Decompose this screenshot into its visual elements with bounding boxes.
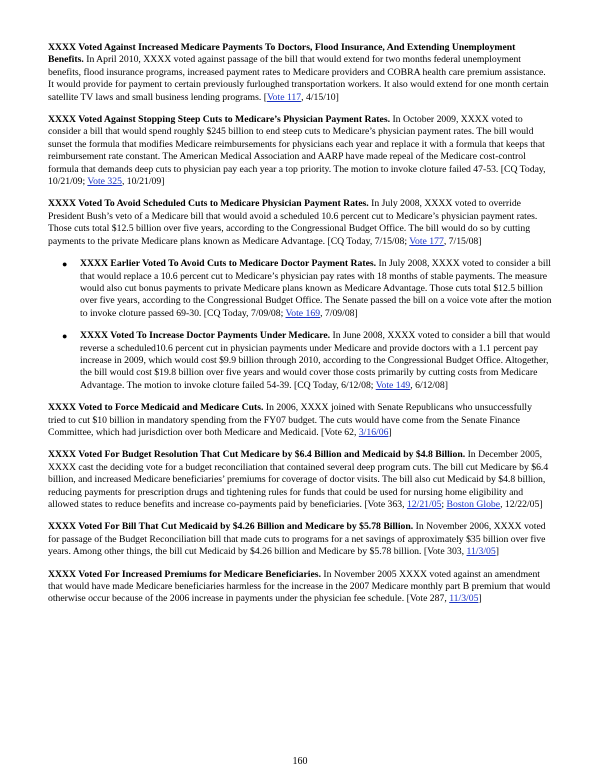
paragraph-physician-payment-2009 [48, 114, 552, 188]
vote-link[interactable]: Vote 169 [285, 307, 321, 319]
date-link[interactable]: 3/16/06 [358, 426, 389, 438]
bullet-icon: ● [62, 331, 68, 342]
bullet-item [48, 258, 552, 320]
paragraph-body: In April 2010, XXXX voted against passage of the bill that would extend for two months federal unemployment benefits, flood insurance programs, increased payment rates to Medicare providers and COBRA health care premium assistance. It would provide for payment to certain previously furloughed transportation workers. It also would extend for one month certain satellite TV laws and small business lending programs. [ [48, 54, 549, 103]
citation-tail: ] [388, 426, 392, 438]
paragraph-body: In November 2005 XXXX voted against an amendment that would have made Medicare beneficiaries harmless for the increase in the 2007 Medicare monthly part B premium that would otherwise occur because of the 2006 increase in payments under the physician fee schedule. [Vote 287, [48, 568, 551, 605]
bullet-list [48, 258, 552, 392]
paragraph-increased-premiums [48, 569, 552, 606]
paragraph-body: In 2006, XXXX joined with Senate Republicans who unsuccessfully tried to cut $10 billion in mandatory spending from the FY07 budget. The cuts would have come from the Senate Finance Committee, which had jurisdiction over both Medicare and Medicaid. [Vote 62, [48, 402, 532, 438]
bullet-heading: XXXX Voted To Increase Doctor Payments Under Medicare. [80, 330, 331, 342]
citation-tail: ] [495, 546, 499, 558]
vote-link[interactable]: Vote 117 [266, 91, 302, 103]
paragraph-heading: XXXX Voted For Budget Resolution That Cut Medicare by $6.4 Billion and Medicaid by $4.8 Billion. [48, 449, 466, 461]
date-link[interactable]: 11/3/05 [466, 546, 496, 558]
paragraph-heading: XXXX Voted To Avoid Scheduled Cuts to Medicare Physician Payment Rates. [48, 198, 369, 210]
bullet-body: In June 2008, XXXX voted to consider a bill that would reverse a scheduled10.6 percent cut in physician payments under Medicare and provide doctors with a 1.1 percent pay increase in 2009, which would cost $9.9 billion through 2010, according to the Congressional Budget Office. Altogether, the bill would cost $19.8 billion over five years and would cover those costs primarily by cutting costs from Medicare Advantage. The motion to invoke cloture failed 54-39. [CQ Today, 6/12/08; [80, 330, 551, 391]
date-link[interactable]: 12/21/05 [406, 499, 442, 510]
bullet-heading: XXXX Earlier Voted To Avoid Cuts to Medicare Doctor Payment Rates. [80, 258, 377, 270]
citation-separator: ; [441, 499, 447, 510]
vote-link[interactable]: Vote 149 [375, 379, 411, 391]
paragraph-budget-resolution-2005 [48, 449, 552, 511]
citation-tail: , 7/15/08] [443, 235, 482, 247]
document-page [48, 42, 552, 616]
paragraph-body: In December 2005, XXXX cast the deciding vote for a budget reconciliation that contained several deep program cuts. The bill cut Medicare by $6.4 billion, and increased Medicare beneficiaries’ premiums for coverage of doctor visits. The bill also cut Medicaid by $4.8 billion, reducing payments for prescription drugs and tightening rules for funds that could be used for nursing home eligibility and allowed states to reduce benefits and increase co-payments paid by beneficiaries. [Vote 363, [48, 449, 549, 510]
page-number: 160 [292, 756, 308, 767]
paragraph-force-cuts-2006 [48, 402, 552, 439]
paragraph-body: In November 2006, XXXX voted for passage of the Budget Reconciliation bill that made cuts to programs for a net savings of approximately $35 billion over five years. Among other things, the bill cut Medicaid by $4.26 billion and Medicare by $5.78 billion. [Vote 303, [48, 521, 546, 558]
citation-tail: , 12/22/05] [500, 499, 543, 510]
citation-tail: , 4/15/10] [301, 91, 339, 103]
paragraph-heading: XXXX Voted Against Increased Medicare Payments To Doctors, Flood Insurance, And Extending Unemployment Benefits. [48, 42, 516, 66]
paragraph-heading: XXXX Voted to Force Medicaid and Medicare Cuts. [48, 402, 264, 414]
vote-link[interactable]: Vote 177 [409, 235, 444, 247]
paragraph-heading: XXXX Voted Against Stopping Steep Cuts to Medicare’s Physician Payment Rates. [48, 114, 391, 126]
boston-globe-link[interactable]: Boston Globe [446, 499, 501, 510]
citation-tail: , 7/09/08] [320, 307, 358, 319]
paragraph-body: In July 2008, XXXX voted to override President Bush’s veto of a Medicare bill that would avoid a scheduled 10.6 percent cut to Medicare’s physician payment rates. Those cuts total $12.5 billion over five years, according to the Congressional Budget Office. The bill would do so by cutting payments to the private Medicare plans known as Medicare Advantage. [CQ Today, 7/15/08; [48, 198, 538, 247]
citation-tail: , 6/12/08] [410, 379, 448, 391]
bullet-body: In July 2008, XXXX voted to consider a bill that would replace a 10.6 percent cut to Medicare’s physician pay rates with 18 months of stable payments. The measure would also cut bonus payments to private Medicare plans known as Medicare Advantage. Those cuts total $12.5 billion over five years, according to the Congressional Budget Office. The Senate passed the bill on a voice vote after the motion to invoke cloture passed 69-30. [CQ Today, 7/09/08; [80, 258, 552, 319]
bullet-item [48, 330, 552, 392]
paragraph-medicare-payments-2010 [48, 42, 552, 104]
paragraph-heading: XXXX Voted For Bill That Cut Medicaid by $4.26 Billion and Medicare by $5.78 Billion. [48, 521, 414, 533]
date-link[interactable]: 11/3/05 [449, 593, 479, 605]
paragraph-body: In October 2009, XXXX voted to consider a bill that would spend roughly $245 billion to end steep cuts to Medicare’s physician payment rates. The bill would sunset the formula that modifies Medicare reimbursements for physicians each year and replace it with a formula that keeps that reimbursement rate constant. The American Medical Association and AARP have made repeal of the Medicare cost-control formula that demands deep cuts to physician pay each year a top priority. The motion to invoke cloture failed 47-53. [CQ Today, 10/21/09; [48, 114, 546, 188]
citation-tail: ] [478, 593, 482, 605]
citation-tail: , 10/21/09] [121, 176, 165, 188]
paragraph-reconciliation-cuts [48, 521, 552, 558]
bullet-icon: ● [62, 259, 68, 270]
vote-link[interactable]: Vote 325 [87, 176, 122, 188]
paragraph-avoid-cuts-2008 [48, 198, 552, 248]
paragraph-heading: XXXX Voted For Increased Premiums for Medicare Beneficiaries. [48, 568, 321, 580]
